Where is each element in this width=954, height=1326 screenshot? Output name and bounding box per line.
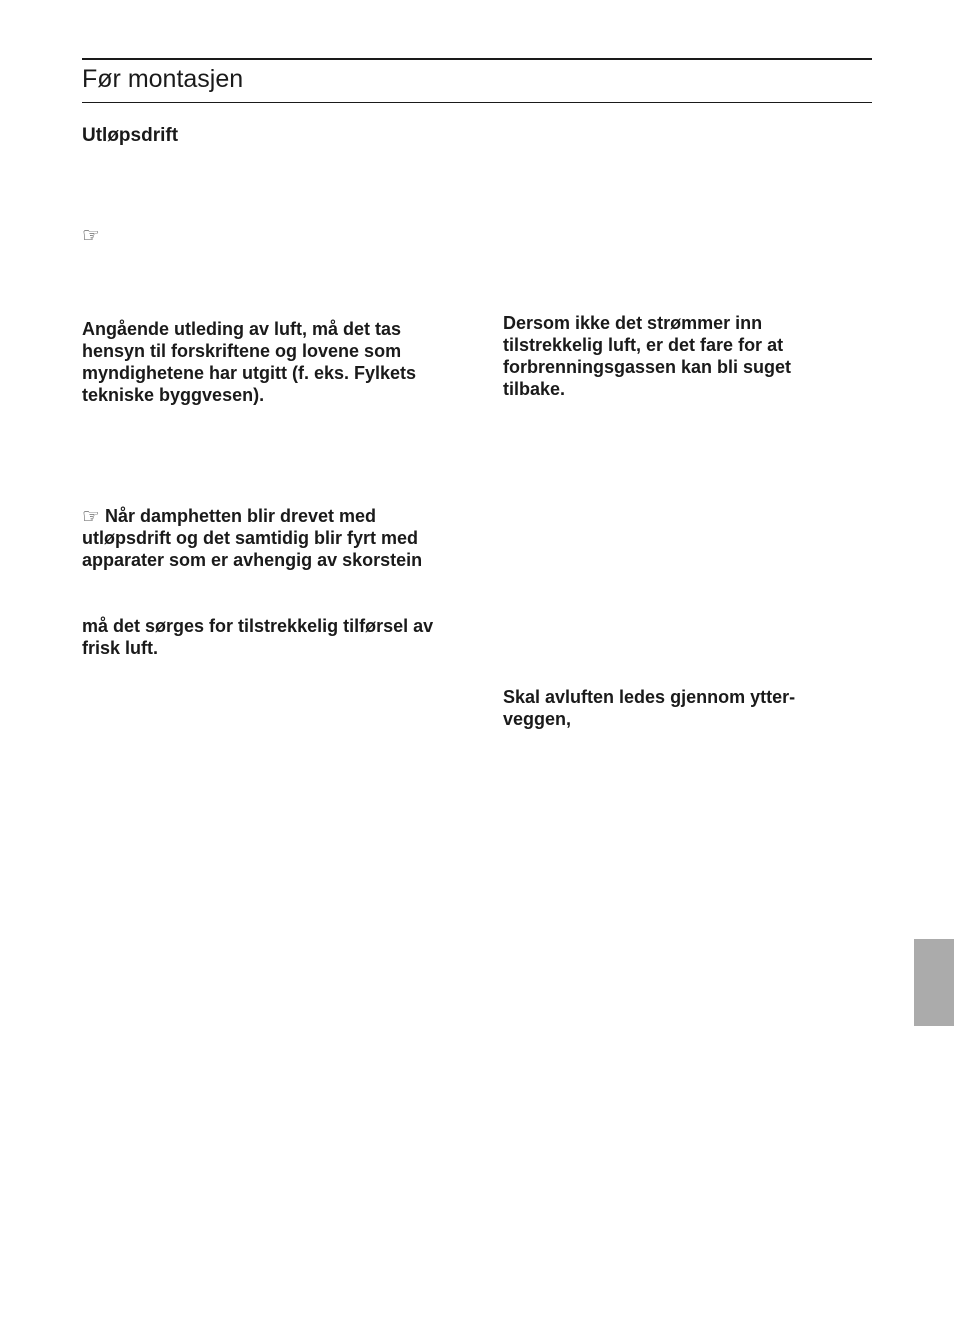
left-paragraph-3: må det sørges for tilstrekkelig tilførsel av frisk luft. bbox=[82, 616, 434, 658]
left-paragraph-2-text: Når damphetten blir drevet med utløpsdrift og det samtidig blir fyrt med apparater som er avhengig av skorstein bbox=[82, 506, 423, 570]
page-title: Før montasjen bbox=[82, 65, 244, 93]
left-paragraph-1: Angående utleding av luft, må det tas hensyn til forskriftene og lovene som myndighetene har utgitt (f. eks. Fylkets tekniske byggvesen). bbox=[82, 319, 417, 405]
pointing-hand-icon: ☞ bbox=[82, 223, 100, 247]
pointing-hand-icon: ☞ bbox=[82, 504, 100, 528]
left-paragraph-2 bbox=[82, 505, 452, 571]
right-paragraph-2: Skal avluften ledes gjennom ytter-veggen, bbox=[503, 687, 796, 729]
section-heading: Utløpsdrift bbox=[82, 125, 179, 146]
right-paragraph-1: Dersom ikke det strømmer inn tilstrekkelig luft, er det fare for at forbrenningsgassen kan bli suget tilbake. bbox=[503, 313, 792, 399]
header-rule-top bbox=[82, 58, 872, 60]
header-rule-bottom bbox=[82, 102, 872, 103]
side-tab-marker bbox=[914, 939, 954, 1026]
